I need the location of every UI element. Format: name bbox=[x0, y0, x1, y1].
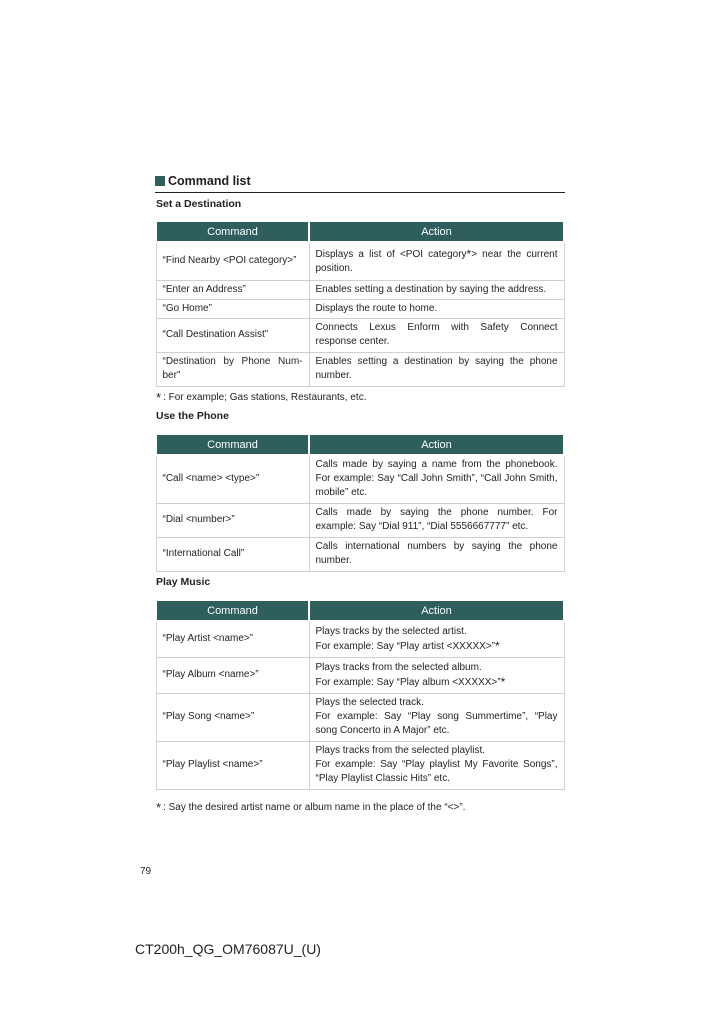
set-destination-heading: Set a Destination bbox=[156, 198, 242, 210]
action-cell bbox=[309, 621, 564, 657]
action-cell: Enables setting a destination by saying the phone number. bbox=[309, 352, 564, 386]
command-cell: “International Call” bbox=[156, 537, 309, 571]
command-cell: “Play Song <name>” bbox=[156, 693, 309, 741]
table-row bbox=[156, 352, 564, 386]
action-line: For example: Say “Play playlist My Favorite Songs”, “Play Playlist Classic Hits” etc. bbox=[315, 759, 558, 784]
table-row bbox=[156, 318, 564, 352]
set-destination-table bbox=[155, 220, 565, 387]
action-text-tail: > near the current position. bbox=[315, 248, 558, 274]
table-row bbox=[156, 242, 564, 280]
table-row bbox=[156, 621, 564, 657]
action-text: For example: Say “Play artist <XXXXX>” bbox=[315, 640, 496, 652]
asterisk-mark: * bbox=[500, 674, 506, 689]
action-line: Plays tracks by the selected artist. bbox=[315, 625, 467, 637]
command-header: Command bbox=[156, 434, 309, 455]
asterisk-mark: * bbox=[466, 246, 472, 261]
action-line: For example: Say “Play song Summertime”, “Play song Concerto in A Major” etc. bbox=[315, 711, 558, 736]
action-cell: Calls made by saying a name from the phonebook. For example: Say “Call John Smith”, “Call John Smith, mobile” etc. bbox=[309, 455, 564, 503]
table-row bbox=[156, 693, 564, 741]
asterisk-mark: * bbox=[156, 800, 162, 815]
action-header: Action bbox=[309, 434, 564, 455]
footnote bbox=[156, 390, 366, 405]
table-row bbox=[156, 741, 564, 789]
command-header: Command bbox=[156, 600, 309, 621]
footnote-text: : Say the desired artist name or album name in the place of the “<>”. bbox=[163, 802, 466, 813]
use-phone-heading: Use the Phone bbox=[156, 410, 229, 422]
use-phone-table bbox=[155, 433, 565, 572]
action-cell: Enables setting a destination by saying the address. bbox=[309, 280, 564, 299]
document-code: CT200h_QG_OM76087U_(U) bbox=[135, 941, 321, 957]
footnote bbox=[156, 800, 465, 815]
page-number: 79 bbox=[140, 866, 152, 877]
action-cell: Calls made by saying the phone number. For example: Say “Dial 911”, “Dial 5556667777” etc. bbox=[309, 503, 564, 537]
command-cell: “Dial <number>” bbox=[156, 503, 309, 537]
action-text: Displays a list of <POI category bbox=[315, 248, 467, 260]
action-cell bbox=[309, 741, 564, 789]
section-title-text: Command list bbox=[168, 174, 251, 188]
command-cell: “Play Artist <name>” bbox=[156, 621, 309, 657]
asterisk-mark: * bbox=[495, 638, 500, 653]
command-cell: “Play Playlist <name>” bbox=[156, 741, 309, 789]
asterisk-mark: * bbox=[156, 390, 162, 405]
table-row bbox=[156, 537, 564, 571]
command-cell: “Go Home” bbox=[156, 299, 309, 318]
table-row bbox=[156, 280, 564, 299]
section-title bbox=[155, 174, 565, 193]
table-row bbox=[156, 657, 564, 693]
command-cell: “Call Destination Assist” bbox=[156, 318, 309, 352]
action-line: Plays the selected track. bbox=[315, 697, 424, 708]
action-line bbox=[316, 675, 558, 690]
action-header: Action bbox=[309, 221, 564, 242]
action-cell: Displays the route to home. bbox=[309, 299, 564, 318]
command-cell: “Find Nearby <POI category>” bbox=[156, 242, 309, 280]
action-header: Action bbox=[309, 600, 564, 621]
square-bullet-icon bbox=[155, 176, 165, 186]
action-text: For example: Say “Play album <XXXXX>” bbox=[315, 676, 501, 688]
action-cell bbox=[309, 657, 564, 693]
table-row bbox=[156, 455, 564, 503]
command-cell: “Enter an Address” bbox=[156, 280, 309, 299]
action-line: Plays tracks from the selected album. bbox=[315, 661, 482, 673]
command-cell: “Play Album <name>” bbox=[156, 657, 309, 693]
action-cell: Connects Lexus Enform with Safety Connect response center. bbox=[309, 318, 564, 352]
action-line bbox=[316, 639, 558, 654]
play-music-table bbox=[155, 599, 565, 790]
action-cell bbox=[309, 693, 564, 741]
play-music-heading: Play Music bbox=[156, 576, 211, 588]
command-cell: “Destination by Phone Num-ber” bbox=[156, 352, 309, 386]
action-line: Plays tracks from the selected playlist. bbox=[315, 745, 486, 756]
action-cell bbox=[309, 242, 564, 280]
table-row bbox=[156, 503, 564, 537]
command-cell: “Call <name> <type>” bbox=[156, 455, 309, 503]
table-row bbox=[156, 299, 564, 318]
footnote-text: : For example; Gas stations, Restaurants, etc. bbox=[163, 392, 367, 403]
command-header: Command bbox=[156, 221, 309, 242]
action-cell: Calls international numbers by saying the phone number. bbox=[309, 537, 564, 571]
